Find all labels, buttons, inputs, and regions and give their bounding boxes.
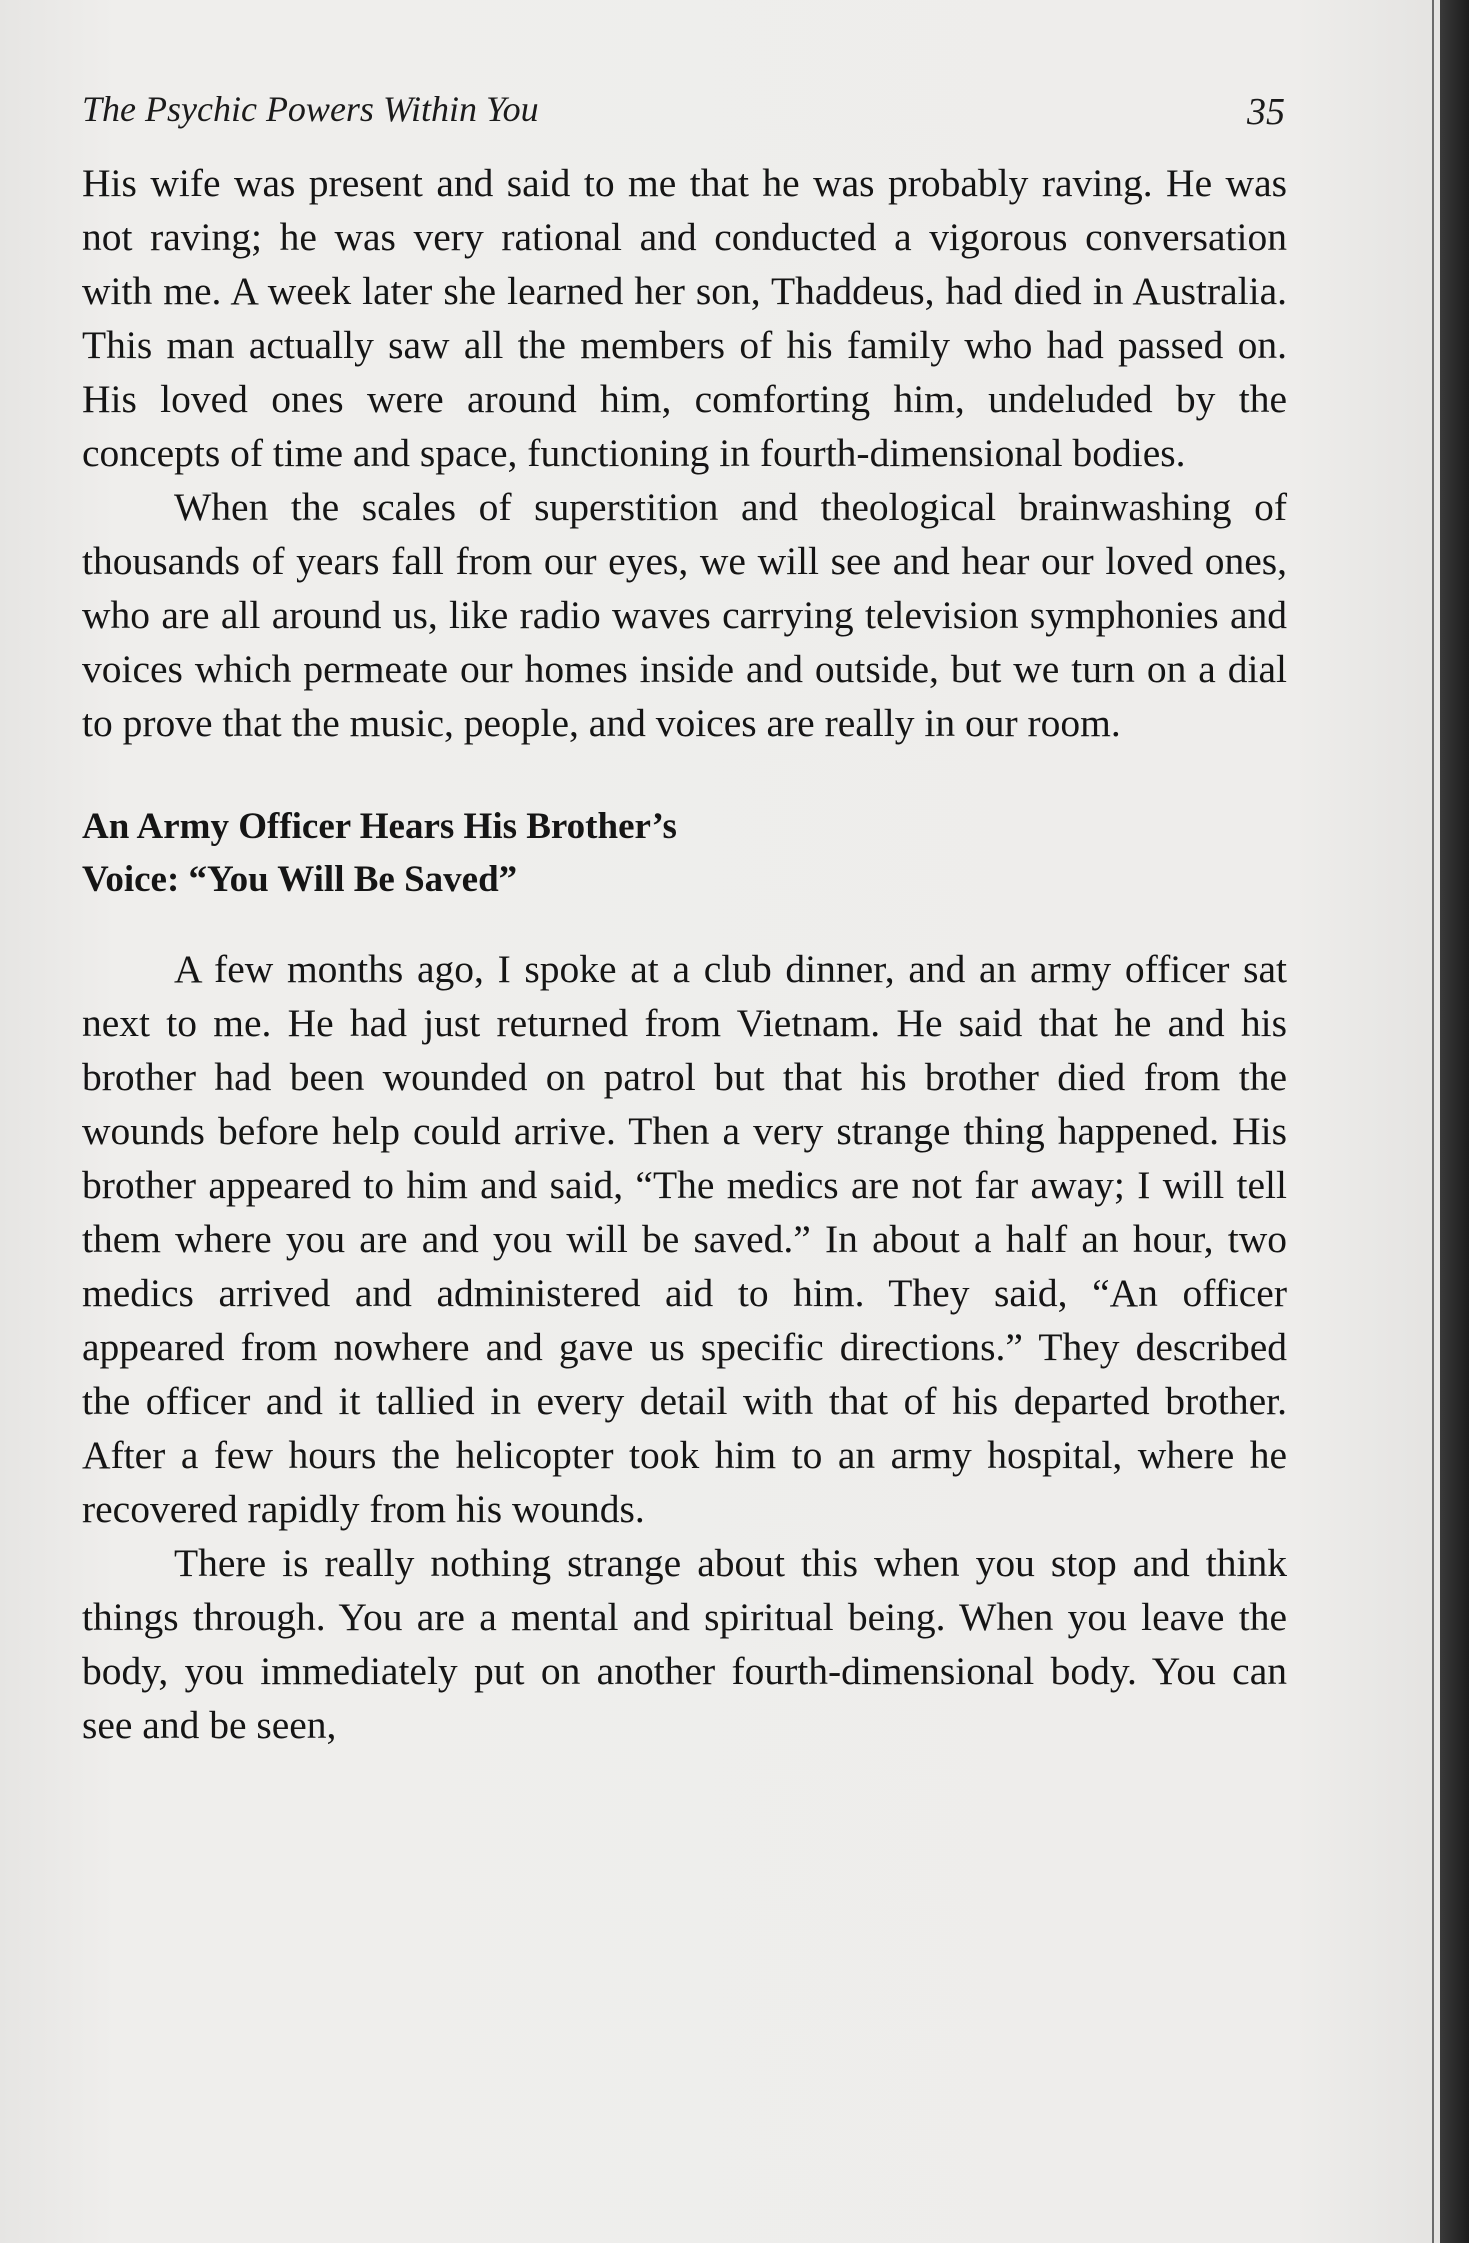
section-heading xyxy=(82,800,1287,906)
body-text xyxy=(82,156,1287,1752)
paragraph: When the scales of superstition and theological brainwashing of thousands of years fall from our eyes, we will see and hear our loved ones, who are all around us, like radio waves carrying television symphonies and voices which permeate our homes inside and outside, but we turn on a dial to prove that the music, people, and voices are really in our room. xyxy=(82,485,1287,745)
page-edge-line xyxy=(1432,0,1434,2243)
paragraph: A few months ago, I spoke at a club dinner, and an army officer sat next to me. He had just returned from Vietnam. He said that he and his brother had been wounded on patrol but that his brother died from the wounds before help could arrive. Then a very strange thing happened. His brother appeared to him and said, “The medics are not far away; I will tell them where you are and you will be saved.” In about a half an hour, two medics arrived and administered aid to him. They said, “An officer appeared from nowhere and gave us specific directions.” They described the officer and it tallied in every detail with that of his departed brother. After a few hours the helicopter took him to an army hospital, where he recovered rapidly from his wounds. xyxy=(82,947,1287,1531)
section-heading-line: An Army Officer Hears His Brother’s xyxy=(82,806,677,847)
page-edge-shadow xyxy=(1440,0,1469,2243)
paragraph: There is really nothing strange about this when you stop and think things through. You are a mental and spiritual being. When you leave the body, you immediately put on another fourth-dimensional body. You can see and be seen, xyxy=(82,1541,1287,1747)
page-number: 35 xyxy=(1247,91,1285,133)
paragraph: His wife was present and said to me that he was probably raving. He was not raving; he was very rational and conducted a vigorous conversation with me. A week later she learned her son, Thaddeus, had died in Australia. This man actually saw all the members of his family who had passed on. His loved ones were around him, comforting him, undeluded by the concepts of time and space, functioning in fourth-dimensional bodies. xyxy=(82,161,1287,475)
section-heading-line: Voice: “You Will Be Saved” xyxy=(82,859,518,900)
running-head-title: The Psychic Powers Within You xyxy=(82,89,539,129)
